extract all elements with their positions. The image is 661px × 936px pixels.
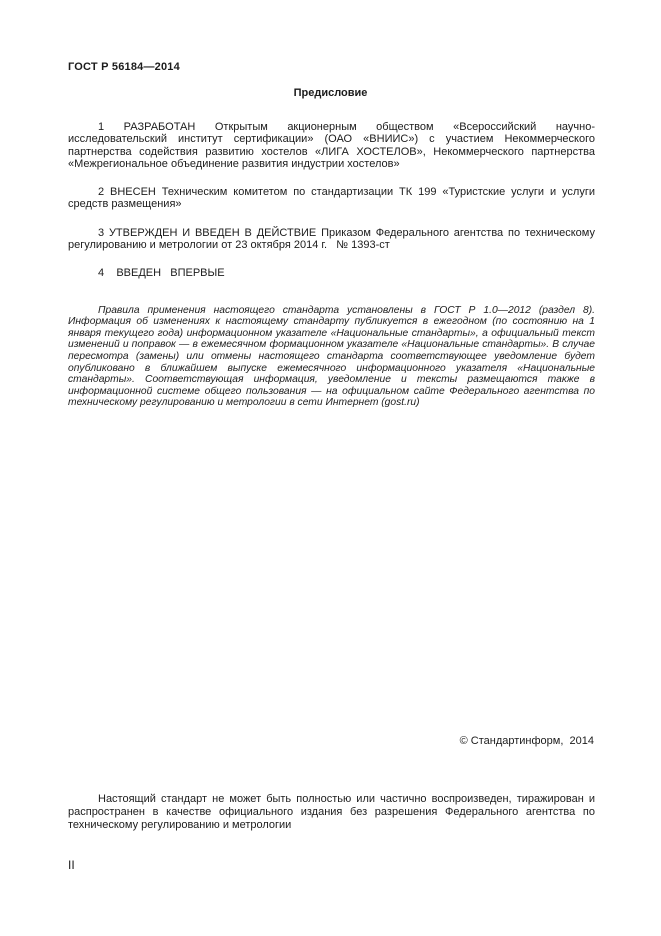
section-title: Предисловие	[293, 87, 368, 99]
foreword-clause-approved: 3 УТВЕРЖДЕН И ВВЕДЕН В ДЕЙСТВИЕ Приказом Федерального агентства по техническому регулированию и метрологии от 23 октября 2014 г. № 1393-ст	[68, 226, 595, 252]
copyright-notice: © Стандартинформ, 2014	[459, 735, 594, 747]
foreword-clause-introduced: 4 ВВЕДЕН ВПЕРВЫЕ	[98, 267, 225, 280]
doc-number: ГОСТ Р 56184—2014	[68, 61, 180, 73]
reproduction-restriction: Настоящий стандарт не может быть полностью или частично воспроизведен, тиражирован и распространен в качестве официального издания без разрешения Федерального агентства по техническому регулированию и метрологии	[68, 793, 595, 831]
foreword-clause-submitted: 2 ВНЕСЕН Техническим комитетом по стандартизации ТК 199 «Туристские услуги и услуги средств размещения»	[68, 186, 595, 211]
page-number: II	[68, 858, 75, 872]
application-rules-note: Правила применения настоящего стандарта установлены в ГОСТ Р 1.0—2012 (раздел 8). Информация об изменениях к настоящему стандарту публикуется в ежегодном (по состоянию на 1 января текущего года) информационном указателе «Национальные стандарты», а официальный текст изменений и поправок — в ежемесячном формационном указателе «Национальные стандарты». В случае пересмотра (замены) или отмены настоящего стандарта соответствующее уведомление будет опубликовано в ближайшем выпуске ежемесячного информационного указателя «Национальные стандарты». Соответствующая информация, уведомление и тексты размещаются также в информационной системе общего пользования — на официальном сайте Федерального агентства по техническому регулированию и метрологии в сети Интернет (gost.ru)	[68, 304, 595, 409]
foreword-clause-developed: 1 РАЗРАБОТАН Открытым акционерным обществом «Всероссийский научно-исследовательский институт сертификации» (ОАО «ВНИИС») с участием Некоммерческого партнерства содействия развитию хостелов «ЛИГА ХОСТЕЛОВ», Некоммерческого партнерства «Межрегиональное объединение развития индустрии хостелов»	[68, 121, 595, 170]
foreword-section	[68, 121, 595, 409]
